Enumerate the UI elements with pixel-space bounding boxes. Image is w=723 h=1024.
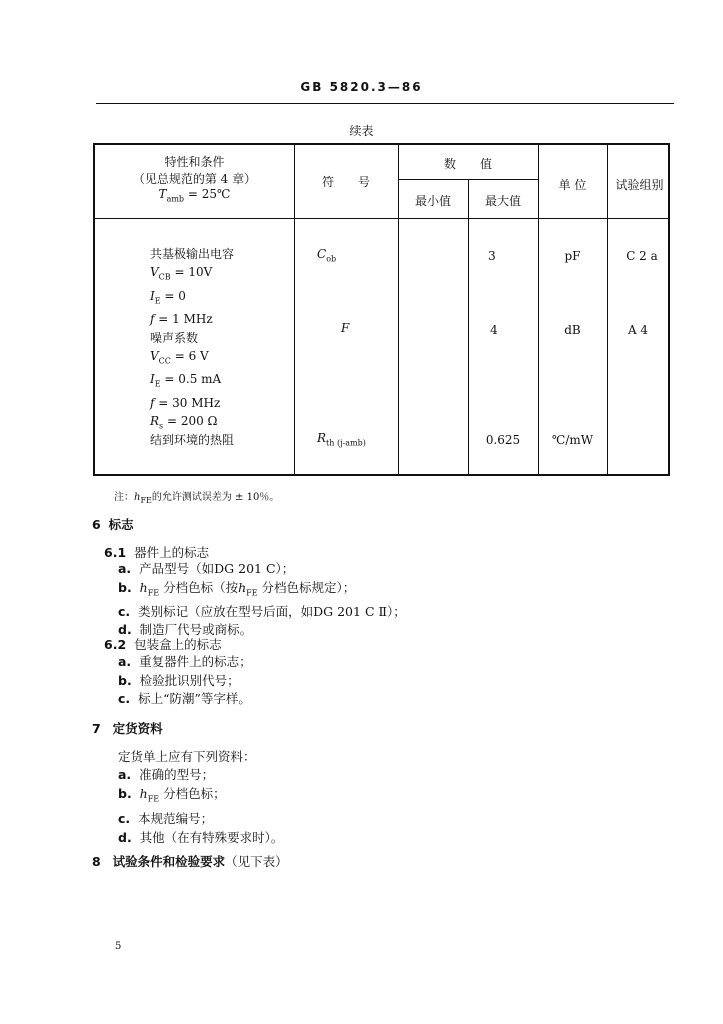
section-6-heading: 6 标志 [92,517,134,532]
row1-symbol: $C_{ob}$ [317,247,337,264]
list-item: c. 本规范编号； [118,810,214,826]
standard-header: GB 5820.3—86 [300,80,423,94]
header-rule [96,103,674,104]
row2-group: A 4 [627,323,649,337]
list-item: c. 类别标记（应放在型号后面，如DG 201 C Ⅱ）； [118,603,406,619]
section-8-heading: 8 试验条件和检验要求（见下表） [92,854,288,869]
list-item: a. 准确的型号； [118,767,215,782]
list-item: c. 标上“防潮”等字样。 [118,691,251,706]
row2-symbol: F [341,321,350,335]
list-item: b. 检验批识别代号； [118,672,240,688]
section-6-2-list [118,653,252,709]
row3-symbol: $R_{th (j-amb)}$ [317,431,366,448]
table-note: 注：$h_{FE}$的允许测试误差为 ± 10％。 [114,492,280,505]
section-7-heading: 7 定货资料 [92,721,163,736]
list-item: b. $h_{FE}$ 分档色标； [118,786,226,804]
row1-conditions: 共基极输出电容 $V_{CB} = 10V$ $I_E = 0$ f = 1 MHz 噪声系数 $V_{CC} = 6$ V $I_E = 0.5$ mA f = 30 MHz $R_s = 200$ Ω [150,247,235,431]
row1-max: 3 [488,249,496,263]
header-value: 数 值 [443,157,492,171]
list-item: a. 重复器件上的标志； [118,654,252,669]
row1-unit: pF [564,249,581,263]
row2-max: 4 [490,323,498,337]
section-7-intro: 定货单上应有下列资料： [118,749,256,764]
list-item: d. 其他（在有特殊要求时）。 [118,829,284,845]
header-characteristics: 特性和条件 （见总规范的第 4 章） $T_{amb}$ = 25℃ [132,155,257,204]
list-item: d. 制造厂代号或商标。 [118,622,253,637]
row3-max: 0.625 [485,433,521,447]
header-symbol: 符 号 [321,175,370,189]
row2-unit: dB [564,323,581,337]
row1-group: C 2 a [626,249,658,263]
section-6-1-heading: 6.1 器件上的标志 [104,545,210,560]
header-min: 最小值 [414,194,451,208]
section-7-list [118,765,283,847]
header-group: 试验组别 [615,178,664,192]
row3-label: 结到环境的热阻 [150,433,235,447]
header-unit: 单 位 [558,178,587,192]
section-6-1-list [118,560,406,640]
row3-unit: ℃/mW [551,433,594,447]
page-number: 5 [115,941,122,952]
continued-label: 续表 [349,124,374,138]
list-item: a. 产品型号（如DG 201 C）； [118,561,295,576]
section-6-2-heading: 6.2 包装盒上的标志 [104,637,222,652]
header-max: 最大值 [484,194,521,208]
spec-table [93,143,670,476]
list-item: b. $h_{FE}$ 分档色标（按$h_{FE}$ 分档色标规定）； [118,579,356,597]
